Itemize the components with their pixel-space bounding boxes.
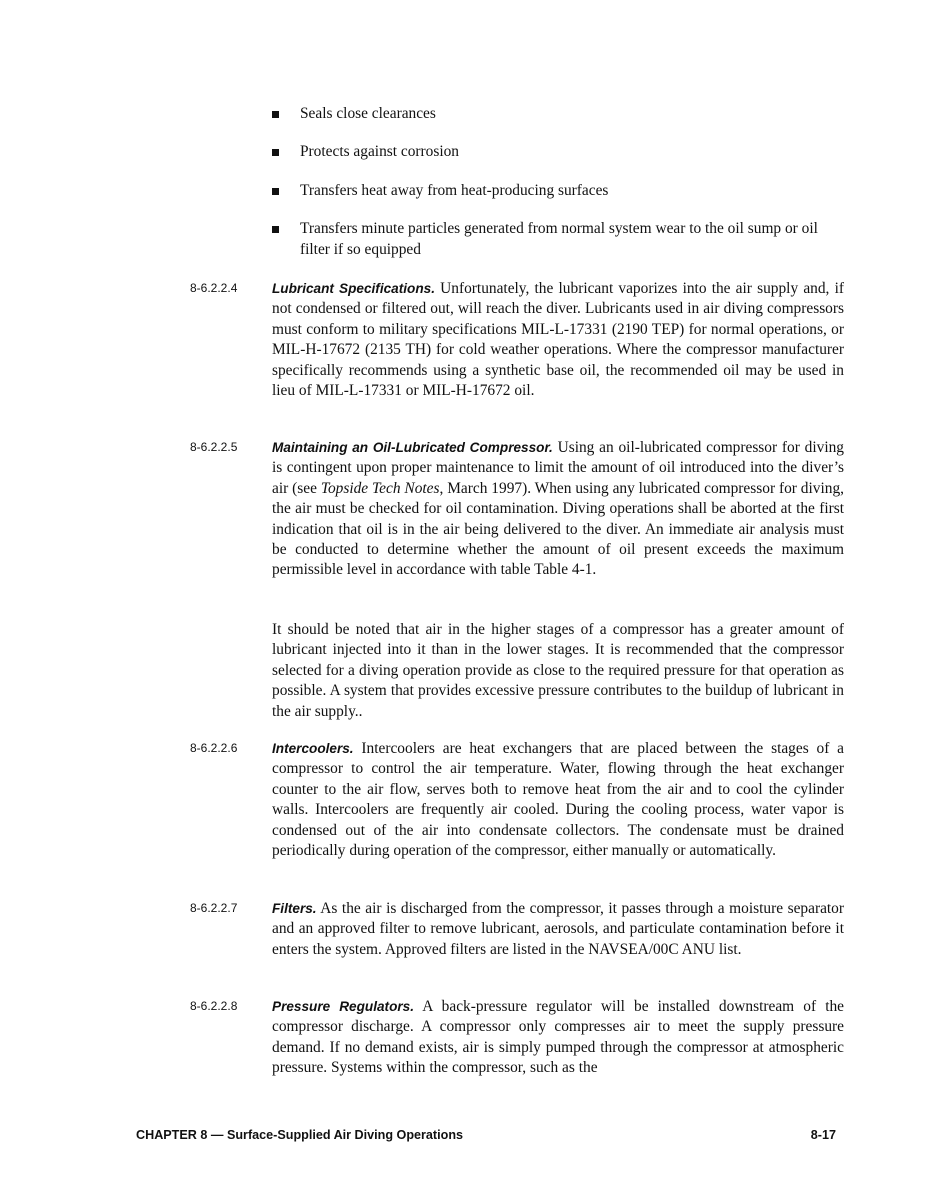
section-body	[272, 438, 844, 581]
section-number: 8-6.2.2.5	[190, 440, 238, 454]
section-number: 8-6.2.2.8	[190, 999, 238, 1013]
section-text: A back-pressure regulator will be installed downstream of the compressor discharge. A compressor only compresses air to meet the supply pressure demand. If no demand exists, air is simply pumped through the compressor at atmospheric pressure. Systems within the compressor, such as the	[272, 998, 844, 1077]
page-number: 8-17	[810, 1128, 836, 1142]
square-bullet-icon	[272, 188, 279, 195]
section-title: Maintaining an Oil-Lubricated Compressor.	[272, 440, 553, 455]
section-body	[272, 899, 844, 960]
section-title: Filters.	[272, 901, 317, 916]
section-body	[272, 997, 844, 1079]
section-text: Using an oil-lubricated compressor for diving is contingent upon proper maintenance to limit the amount of oil introduced into the diver’s air (see	[272, 439, 844, 497]
section-body	[272, 739, 844, 861]
section-text: Intercoolers are heat exchangers that are placed between the stages of a compressor to control the air temperature. Water, flowing through the heat exchanger counter to the air flow, serves both to remove heat from the air and to cool the cylinder walls. Intercoolers are frequently air cooled. During the cooling process, water vapor is condensed out of the air into condensate collectors. The condensate must be drained periodically during operation of the compressor, either manually or automatically.	[272, 740, 844, 860]
section-text: , March 1997). When using any lubricated compressor for diving, the air must be checked for oil contamination. Diving operations shall be aborted at the first indication that oil is in the air being delivered to the diver. An immediate air analysis must be conducted to determine whether the amount of oil present exceeds the maximum permissible level in accordance with table Table 4-1.	[272, 479, 844, 579]
section-title: Pressure Regulators.	[272, 999, 415, 1014]
square-bullet-icon	[272, 149, 279, 156]
bullet-text: Transfers minute particles generated from normal system wear to the oil sump or oil filter if so equipped	[300, 220, 818, 258]
bullet-item	[271, 142, 847, 162]
section-text: As the air is discharged from the compressor, it passes through a moisture separator and an approved filter to remove lubricant, aerosols, and particulate contamination before it enters the system. Approved filters are listed in the NAVSEA/00C ANU list.	[272, 900, 844, 958]
page-footer	[136, 1128, 836, 1142]
square-bullet-icon	[272, 226, 279, 233]
bullet-item	[271, 219, 847, 260]
bullet-item	[271, 104, 847, 124]
bullet-item	[271, 181, 847, 201]
chapter-title: CHAPTER 8 — Surface-Supplied Air Diving Operations	[136, 1128, 464, 1142]
section-paragraph: It should be noted that air in the higher stages of a compressor has a greater amount of lubricant injected into it than in the lower stages. It is recommended that the compressor selected for a diving operation provide as close to the required pressure for that operation as possible. A system that provides excessive pressure contributes to the buildup of lubricant in the air supply..	[272, 621, 844, 720]
bullet-list	[271, 104, 847, 278]
section-number: 8-6.2.2.4	[190, 281, 238, 295]
section-body	[272, 279, 844, 401]
square-bullet-icon	[272, 111, 279, 118]
bullet-text: Protects against corrosion	[300, 143, 460, 161]
section-title: Intercoolers.	[272, 741, 354, 756]
bullet-text: Transfers heat away from heat-producing surfaces	[300, 181, 609, 199]
section-number: 8-6.2.2.7	[190, 901, 238, 915]
section-number: 8-6.2.2.6	[190, 741, 238, 755]
section-text: Unfortunately, the lubricant vaporizes into the air supply and, if not condensed or filtered out, will reach the diver. Lubricants used in air diving compressors must conform to military specifications MIL-L-17331 (2190 TEP) for normal operations, or MIL-H-17672 (2135 TH) for cold weather operations. Where the compressor manufacturer specifically recommends using a synthetic base oil, the recommended oil may be used in lieu of MIL-L-17331 or MIL-H-17672 oil.	[272, 280, 844, 400]
bullet-text: Seals close clearances	[300, 105, 436, 122]
section-title: Lubricant Specifications.	[272, 281, 435, 296]
citation: Topside Tech Notes	[320, 479, 440, 497]
